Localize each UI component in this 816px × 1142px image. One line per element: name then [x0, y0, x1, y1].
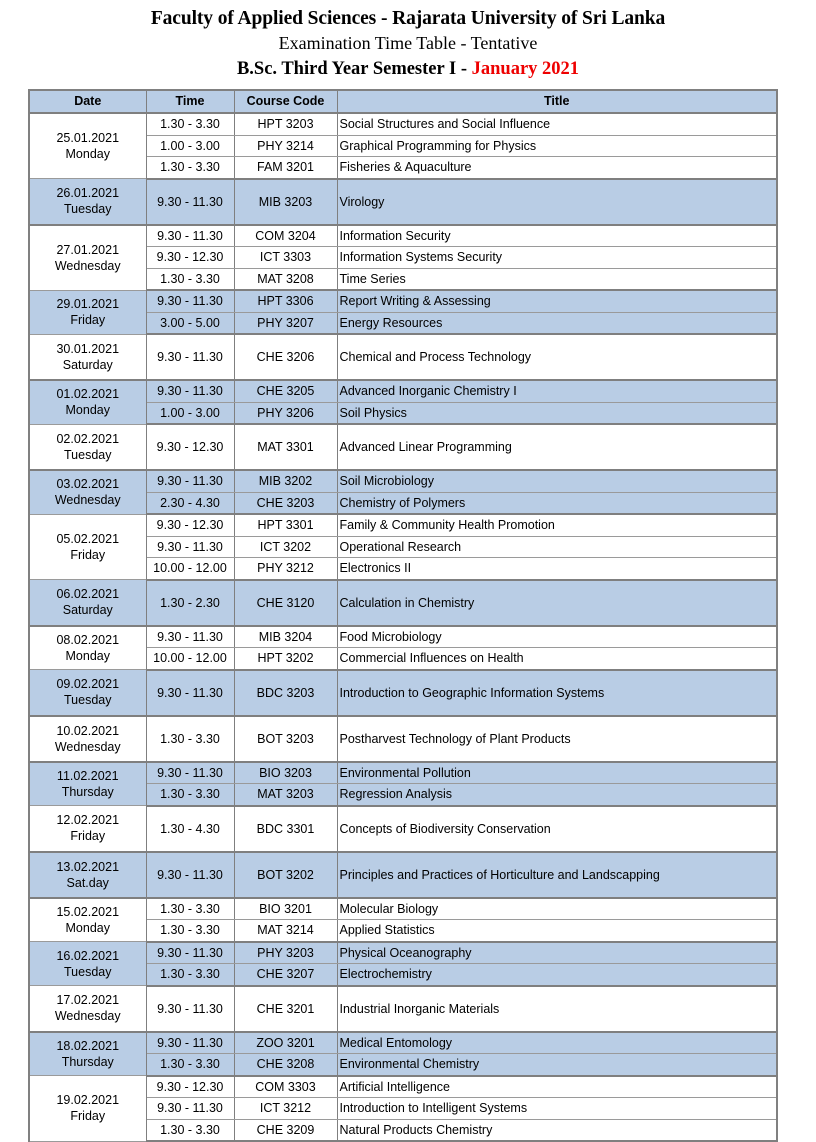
exam-weekday: Sat.day — [66, 875, 109, 890]
cell-time: 9.30 - 11.30 — [146, 380, 234, 402]
cell-course-code: MIB 3203 — [234, 179, 337, 225]
cell-title: Concepts of Biodiversity Conservation — [337, 806, 777, 852]
exam-date: 09.02.2021 — [56, 677, 120, 692]
cell-time: 9.30 - 11.30 — [146, 942, 234, 964]
cell-course-code: BIO 3201 — [234, 898, 337, 920]
cell-time: 1.30 - 3.30 — [146, 898, 234, 920]
cell-title: Regression Analysis — [337, 784, 777, 806]
exam-month-label: January 2021 — [471, 59, 580, 79]
exam-weekday: Monday — [65, 648, 110, 663]
table-row — [29, 290, 777, 312]
cell-date — [29, 179, 146, 225]
cell-date — [29, 334, 146, 380]
cell-course-code: CHE 3205 — [234, 380, 337, 402]
cell-title: Natural Products Chemistry — [337, 1119, 777, 1141]
cell-title: Introduction to Intelligent Systems — [337, 1098, 777, 1120]
cell-time: 1.30 - 3.30 — [146, 268, 234, 290]
exam-weekday: Tuesday — [64, 693, 112, 708]
table-row — [29, 626, 777, 648]
exam-weekday: Tuesday — [64, 964, 112, 979]
cell-title: Family & Community Health Promotion — [337, 514, 777, 536]
exam-weekday: Monday — [65, 147, 110, 161]
exam-date: 13.02.2021 — [56, 859, 120, 874]
cell-course-code: BOT 3203 — [234, 716, 337, 762]
cell-time: 9.30 - 12.30 — [146, 514, 234, 536]
cell-time: 1.30 - 3.30 — [146, 716, 234, 762]
exam-timetable — [28, 89, 778, 1142]
cell-time: 1.30 - 3.30 — [146, 1119, 234, 1141]
cell-time: 1.30 - 3.30 — [146, 784, 234, 806]
exam-weekday: Monday — [65, 403, 110, 418]
cell-course-code: PHY 3214 — [234, 135, 337, 157]
cell-title: Time Series — [337, 268, 777, 290]
exam-weekday: Wednesday — [54, 258, 121, 273]
cell-title: Artificial Intelligence — [337, 1076, 777, 1098]
table-body — [29, 113, 777, 1141]
exam-date: 08.02.2021 — [56, 632, 120, 647]
cell-title: Medical Entomology — [337, 1032, 777, 1054]
cell-title: Commercial Influences on Health — [337, 648, 777, 670]
column-header-time: Time — [146, 90, 234, 113]
exam-date: 06.02.2021 — [56, 587, 120, 602]
cell-time: 1.30 - 3.30 — [146, 964, 234, 986]
table-row — [29, 1076, 777, 1098]
exam-date: 12.02.2021 — [56, 813, 120, 828]
cell-time: 10.00 - 12.00 — [146, 648, 234, 670]
table-row — [29, 670, 777, 716]
cell-time: 9.30 - 12.30 — [146, 1076, 234, 1098]
cell-course-code: MAT 3208 — [234, 268, 337, 290]
exam-date: 25.01.2021 — [56, 131, 120, 145]
cell-course-code: CHE 3120 — [234, 580, 337, 626]
exam-date: 26.01.2021 — [56, 186, 120, 201]
cell-title: Fisheries & Aquaculture — [337, 157, 777, 179]
cell-time: 10.00 - 12.00 — [146, 558, 234, 580]
cell-time: 1.30 - 3.30 — [146, 113, 234, 135]
exam-date: 16.02.2021 — [56, 948, 120, 963]
cell-title: Postharvest Technology of Plant Products — [337, 716, 777, 762]
cell-title: Environmental Pollution — [337, 762, 777, 784]
cell-time: 9.30 - 11.30 — [146, 852, 234, 898]
cell-time: 9.30 - 11.30 — [146, 1098, 234, 1120]
cell-title: Operational Research — [337, 536, 777, 558]
cell-date — [29, 942, 146, 986]
cell-title: Social Structures and Social Influence — [337, 113, 777, 135]
table-row — [29, 580, 777, 626]
cell-date — [29, 986, 146, 1032]
cell-date — [29, 1076, 146, 1142]
cell-time: 9.30 - 11.30 — [146, 179, 234, 225]
exam-date: 10.02.2021 — [56, 723, 120, 738]
cell-course-code: ICT 3303 — [234, 247, 337, 269]
cell-title: Physical Oceanography — [337, 942, 777, 964]
cell-time: 2.30 - 4.30 — [146, 492, 234, 514]
cell-date — [29, 290, 146, 334]
cell-date — [29, 806, 146, 852]
cell-date — [29, 514, 146, 580]
program-label: B.Sc. Third Year Semester I - — [236, 59, 472, 79]
cell-title: Report Writing & Assessing — [337, 290, 777, 312]
cell-date — [29, 670, 146, 716]
exam-date: 02.02.2021 — [56, 431, 120, 446]
cell-time: 9.30 - 11.30 — [146, 670, 234, 716]
cell-time: 9.30 - 11.30 — [146, 626, 234, 648]
cell-title: Soil Microbiology — [337, 470, 777, 492]
column-header-date: Date — [29, 90, 146, 113]
cell-course-code: ZOO 3201 — [234, 1032, 337, 1054]
table-row — [29, 762, 777, 784]
exam-weekday: Saturday — [62, 603, 113, 618]
page-subtitle-program — [0, 56, 816, 82]
exam-weekday: Thursday — [61, 784, 114, 799]
exam-date: 15.02.2021 — [56, 904, 120, 919]
cell-course-code: BOT 3202 — [234, 852, 337, 898]
cell-date — [29, 424, 146, 470]
exam-date: 17.02.2021 — [56, 993, 120, 1008]
table-row — [29, 1032, 777, 1054]
cell-time: 9.30 - 12.30 — [146, 424, 234, 470]
cell-title: Soil Physics — [337, 402, 777, 424]
cell-title: Virology — [337, 179, 777, 225]
exam-weekday: Monday — [65, 920, 110, 935]
table-row — [29, 225, 777, 247]
exam-weekday: Tuesday — [64, 202, 112, 217]
cell-time: 1.30 - 4.30 — [146, 806, 234, 852]
cell-course-code: PHY 3212 — [234, 558, 337, 580]
table-row — [29, 113, 777, 135]
cell-time: 9.30 - 11.30 — [146, 334, 234, 380]
table-row — [29, 986, 777, 1032]
exam-date: 30.01.2021 — [56, 341, 120, 356]
table-row — [29, 179, 777, 225]
cell-time: 1.30 - 2.30 — [146, 580, 234, 626]
cell-title: Introduction to Geographic Information Systems — [337, 670, 777, 716]
table-row — [29, 852, 777, 898]
exam-date: 18.02.2021 — [56, 1038, 120, 1053]
table-row — [29, 470, 777, 492]
table-row — [29, 514, 777, 536]
cell-course-code: BIO 3203 — [234, 762, 337, 784]
cell-course-code: HPT 3306 — [234, 290, 337, 312]
cell-course-code: BDC 3203 — [234, 670, 337, 716]
page-subtitle: Examination Time Table - Tentative — [278, 33, 538, 53]
cell-course-code: COM 3303 — [234, 1076, 337, 1098]
cell-date — [29, 626, 146, 670]
cell-title: Graphical Programming for Physics — [337, 135, 777, 157]
cell-title: Advanced Linear Programming — [337, 424, 777, 470]
exam-date: 11.02.2021 — [56, 768, 119, 783]
table-row — [29, 424, 777, 470]
cell-time: 1.30 - 3.30 — [146, 157, 234, 179]
cell-time: 9.30 - 11.30 — [146, 290, 234, 312]
cell-date — [29, 716, 146, 762]
cell-course-code: MIB 3202 — [234, 470, 337, 492]
exam-date: 05.02.2021 — [56, 531, 120, 546]
cell-time: 1.00 - 3.00 — [146, 135, 234, 157]
cell-title: Calculation in Chemistry — [337, 580, 777, 626]
cell-course-code: CHE 3201 — [234, 986, 337, 1032]
cell-time: 9.30 - 11.30 — [146, 225, 234, 247]
cell-course-code: FAM 3201 — [234, 157, 337, 179]
cell-date — [29, 225, 146, 291]
cell-course-code: CHE 3208 — [234, 1054, 337, 1076]
cell-title: Advanced Inorganic Chemistry I — [337, 380, 777, 402]
cell-course-code: PHY 3207 — [234, 312, 337, 334]
cell-time: 1.30 - 3.30 — [146, 1054, 234, 1076]
exam-date: 19.02.2021 — [56, 1093, 120, 1108]
table-row — [29, 334, 777, 380]
cell-course-code: CHE 3209 — [234, 1119, 337, 1141]
exam-weekday: Wednesday — [54, 493, 121, 508]
cell-time: 9.30 - 11.30 — [146, 762, 234, 784]
cell-time: 9.30 - 11.30 — [146, 536, 234, 558]
cell-time: 9.30 - 11.30 — [146, 470, 234, 492]
cell-date — [29, 852, 146, 898]
cell-title: Industrial Inorganic Materials — [337, 986, 777, 1032]
exam-date: 03.02.2021 — [56, 477, 120, 492]
cell-title: Information Security — [337, 225, 777, 247]
cell-date — [29, 898, 146, 942]
exam-weekday: Friday — [70, 547, 106, 562]
table-header — [29, 90, 777, 113]
cell-course-code: BDC 3301 — [234, 806, 337, 852]
cell-course-code: MIB 3204 — [234, 626, 337, 648]
cell-time: 9.30 - 11.30 — [146, 986, 234, 1032]
cell-title: Environmental Chemistry — [337, 1054, 777, 1076]
cell-title: Energy Resources — [337, 312, 777, 334]
exam-weekday: Thursday — [61, 1054, 114, 1069]
cell-title: Chemistry of Polymers — [337, 492, 777, 514]
cell-date — [29, 380, 146, 424]
table-row — [29, 806, 777, 852]
cell-title: Information Systems Security — [337, 247, 777, 269]
exam-weekday: Friday — [70, 313, 106, 327]
cell-course-code: CHE 3203 — [234, 492, 337, 514]
cell-time: 1.30 - 3.30 — [146, 920, 234, 942]
cell-course-code: PHY 3203 — [234, 942, 337, 964]
cell-title: Chemical and Process Technology — [337, 334, 777, 380]
cell-course-code: COM 3204 — [234, 225, 337, 247]
table-row — [29, 898, 777, 920]
cell-course-code: HPT 3203 — [234, 113, 337, 135]
exam-weekday: Saturday — [62, 357, 113, 372]
column-header-title: Title — [337, 90, 777, 113]
cell-course-code: HPT 3202 — [234, 648, 337, 670]
cell-course-code: CHE 3207 — [234, 964, 337, 986]
cell-date — [29, 762, 146, 806]
cell-title: Applied Statistics — [337, 920, 777, 942]
exam-weekday: Friday — [70, 1109, 106, 1124]
timetable-container — [28, 89, 776, 1142]
cell-time: 1.00 - 3.00 — [146, 402, 234, 424]
cell-course-code: CHE 3206 — [234, 334, 337, 380]
cell-time: 3.00 - 5.00 — [146, 312, 234, 334]
cell-course-code: MAT 3203 — [234, 784, 337, 806]
cell-title: Electrochemistry — [337, 964, 777, 986]
exam-date: 01.02.2021 — [56, 387, 120, 402]
cell-time: 9.30 - 11.30 — [146, 1032, 234, 1054]
cell-date — [29, 470, 146, 514]
cell-course-code: MAT 3301 — [234, 424, 337, 470]
cell-course-code: HPT 3301 — [234, 514, 337, 536]
cell-course-code: PHY 3206 — [234, 402, 337, 424]
exam-weekday: Wednesday — [54, 739, 121, 754]
exam-date: 27.01.2021 — [56, 242, 120, 257]
cell-title: Food Microbiology — [337, 626, 777, 648]
page-title: Faculty of Applied Sciences - Rajarata University of Sri Lanka — [150, 8, 666, 29]
column-header-course-code: Course Code — [234, 90, 337, 113]
exam-weekday: Wednesday — [54, 1009, 121, 1024]
table-row — [29, 942, 777, 964]
cell-date — [29, 1032, 146, 1076]
exam-weekday: Tuesday — [64, 447, 112, 462]
cell-course-code: ICT 3202 — [234, 536, 337, 558]
cell-time: 9.30 - 12.30 — [146, 247, 234, 269]
cell-title: Principles and Practices of Horticulture and Landscapping — [337, 852, 777, 898]
cell-title: Electronics II — [337, 558, 777, 580]
cell-title: Molecular Biology — [337, 898, 777, 920]
cell-course-code: ICT 3212 — [234, 1098, 337, 1120]
table-row — [29, 716, 777, 762]
table-row — [29, 380, 777, 402]
cell-course-code: MAT 3214 — [234, 920, 337, 942]
document-heading — [0, 0, 816, 82]
cell-date — [29, 113, 146, 179]
exam-date: 29.01.2021 — [56, 297, 120, 311]
cell-date — [29, 580, 146, 626]
table-header-row — [29, 90, 777, 113]
exam-weekday: Friday — [70, 829, 106, 844]
